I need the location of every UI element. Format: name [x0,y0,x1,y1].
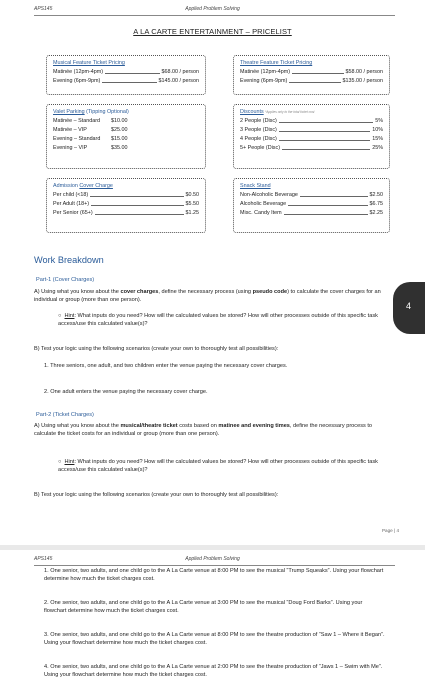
discounts-note: *Applies only to the total ticket cost [265,110,315,114]
part2-hint: ○ Hint: What inputs do you need? How will the calculated values be stored? How will other processes outside of this specific task access/use this calculated value(s)? [58,459,378,473]
snack-stand-title: Snack Stand [240,183,271,189]
discount-row: 5+ People (Disc) 25% [240,145,383,151]
part1-scenario-1: 1. Three seniors, one adult, and two children enter the venue paying the necessary cover charges. [44,363,288,369]
page2-scenario-1: 1. One senior, two adults, and one child go to the A La Carte venue at 8:00 PM to see the musical “Trump Squeaks”. Using your flowchart determine how much the ticket charges cost. [44,568,384,582]
valet-parking-box [46,104,206,169]
page-header [0,554,425,564]
document-page-2 [0,550,425,700]
course-name: Applied Problem Solving [185,6,240,12]
valet-parking-title: Valet Parking (Tipping Optional) [53,109,129,115]
part2-question-b: B) Test your logic using the following scenarios (create your own to thoroughly test all possibilities): [34,492,279,498]
price-row: Evening (6pm-9pm) $135.00 / person [240,78,383,84]
price-row: Per child (<18) $0.50 [53,192,199,198]
part1-scenario-2: 2. One adult enters the venue paying the necessary cover charge. [44,389,208,395]
page-indicator-badge: 4 [393,282,425,334]
course-code: APS145 [34,6,53,12]
header-rule [34,15,395,16]
work-breakdown-heading: Work Breakdown [34,255,104,265]
discount-row: 4 People (Disc) 15% [240,136,383,142]
discount-row: 2 People (Disc) 5% [240,118,383,124]
part2-question-a: A) Using what you know about the musical/theatre ticket costs based on matinee and evening times, define the necessary process to calculate the ticket costs for an individual or group (more than one person). [34,423,373,437]
price-row: Matinée – Standard $10.00 [53,118,128,124]
theatre-pricing-box [233,55,390,95]
price-row: Matinée (12pm-4pm) $58.00 / person [240,69,383,75]
price-row: Misc. Candy Item $2.25 [240,210,383,216]
part1-title: Part-1 (Cover Charges) [36,277,95,283]
musical-pricing-title: Musical Feature Ticket Pricing [53,60,125,66]
musical-pricing-box [46,55,206,95]
part1-question-a: A) Using what you know about the cover charges, define the necessary process (using pseudo code) to calculate the cover charges for an individual or group (more than one person). [34,289,381,303]
price-row: Matinée (12pm-4pm) $68.00 / person [53,69,199,75]
part1-hint: ○ Hint: What inputs do you need? How will the calculated values be stored? How will other processes outside of this specific task access/use this calculated value(s)? [58,313,378,327]
price-row: Non-Alcoholic Beverage $2.50 [240,192,383,198]
page-header [0,4,425,14]
theatre-pricing-title: Theatre Feature Ticket Pricing [240,60,313,66]
price-row: Evening (6pm-9pm) $145.00 / person [53,78,199,84]
admission-title: Admission Cover Charge [53,183,113,189]
price-row: Evening – VIP $35.00 [53,145,128,151]
discount-row: 3 People (Disc) 10% [240,127,383,133]
part1-question-b: B) Test your logic using the following scenarios (create your own to thoroughly test all possibilities): [34,346,279,352]
page2-scenario-4: 4. One senior, two adults, and one child go to the A La Carte venue at 2:00 PM to see the theatre production of “Jaws 1 – Swim with Me”. Using your flowchart determine how much the ticket charges cost. [44,664,383,678]
discounts-box [233,104,390,169]
admission-box [46,178,206,233]
price-row: Per Adult (18+) $5.50 [53,201,199,207]
price-row: Matinée – VIP $25.00 [53,127,128,133]
page2-scenario-3: 3. One senior, two adults, and one child go to the A La Carte venue at 8:00 PM to see the theatre production of “Saw 1 – Where it Began”. Using your flowchart determine how much the ticket charges cost. [44,632,385,646]
price-row: Alcoholic Beverage $6.75 [240,201,383,207]
page-number: Page | 4 [381,528,399,533]
page2-scenario-2: 2. One senior, two adults, and one child go to the A La Carte venue at 3:00 PM to see the musical “Doug Ford Barks”. Using your flowchart determine how much the ticket charges cost. [44,600,363,614]
snack-stand-box [233,178,390,233]
price-row: Per Senior (65+) $1.25 [53,210,199,216]
price-row: Evening – Standard $15.00 [53,136,128,142]
header-rule [34,565,395,566]
discounts-title: Discounts *Applies only to the total ticket cost [240,109,315,115]
course-code: APS145 [34,556,53,562]
part2-title: Part-2 (Ticket Charges) [36,412,94,418]
page-title: A LA CARTE ENTERTAINMENT – PRICELIST [133,27,292,36]
course-name: Applied Problem Solving [185,556,240,562]
